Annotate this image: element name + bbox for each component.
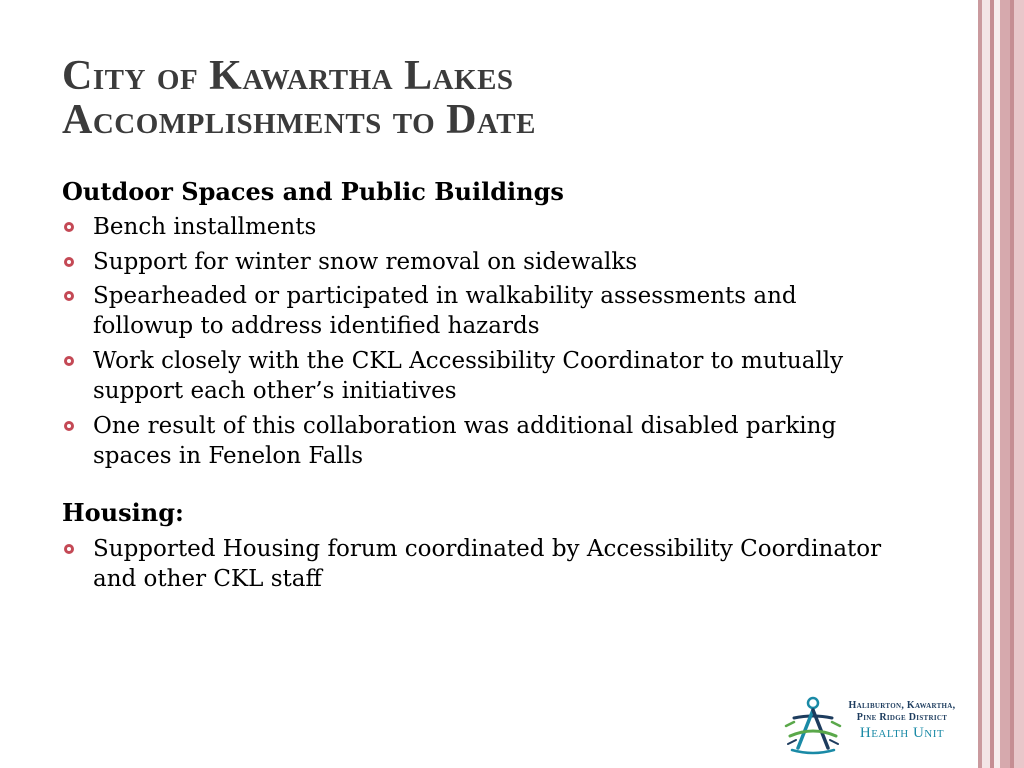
health-unit-logo bbox=[784, 696, 960, 760]
list-item bbox=[62, 247, 882, 277]
circle-bullet-icon bbox=[64, 421, 74, 431]
circle-bullet-icon bbox=[64, 257, 74, 267]
list-item bbox=[62, 346, 882, 407]
list-item-text: Bench installments bbox=[93, 214, 317, 241]
right-border-decoration bbox=[978, 0, 1024, 768]
section-heading-housing: Housing: bbox=[62, 498, 184, 528]
housing-list bbox=[62, 534, 882, 595]
list-item bbox=[62, 534, 882, 595]
section-heading-outdoor-spaces: Outdoor Spaces and Public Buildings bbox=[62, 177, 564, 206]
list-item-text: Supported Housing forum coordinated by Accessibility Coordinator and other CKL staff bbox=[93, 535, 882, 593]
list-item-text: Support for winter snow removal on sidewalks bbox=[93, 248, 638, 275]
list-item bbox=[62, 212, 882, 242]
slide-title-line-1: City of Kawartha Lakes bbox=[62, 53, 514, 99]
logo-text bbox=[840, 700, 964, 742]
list-item-text: Spearheaded or participated in walkability assessments and followup to address identified hazards bbox=[93, 283, 797, 340]
circle-bullet-icon bbox=[64, 222, 74, 232]
circle-bullet-icon bbox=[64, 356, 74, 366]
list-item bbox=[62, 411, 882, 472]
logo-text-line-1: Haliburton, Kawartha, bbox=[848, 700, 956, 711]
list-item-text: Work closely with the CKL Accessibility Coordinator to mutually support each other’s initiatives bbox=[93, 347, 844, 405]
list-item-text: One result of this collaboration was additional disabled parking spaces in Fenelon Falls bbox=[93, 412, 837, 469]
logo-text-line-2: Pine Ridge District bbox=[856, 712, 948, 723]
slide-title bbox=[62, 54, 942, 142]
slide-content bbox=[62, 176, 882, 598]
outdoor-spaces-list bbox=[62, 212, 882, 471]
logo-text-line-3: Health Unit bbox=[859, 725, 945, 741]
circle-bullet-icon bbox=[64, 544, 74, 554]
health-unit-figure-logo-icon bbox=[784, 696, 842, 758]
slide-title-line-2: Accomplishments to Date bbox=[62, 97, 536, 144]
list-item bbox=[62, 281, 882, 342]
circle-bullet-icon bbox=[64, 291, 74, 301]
